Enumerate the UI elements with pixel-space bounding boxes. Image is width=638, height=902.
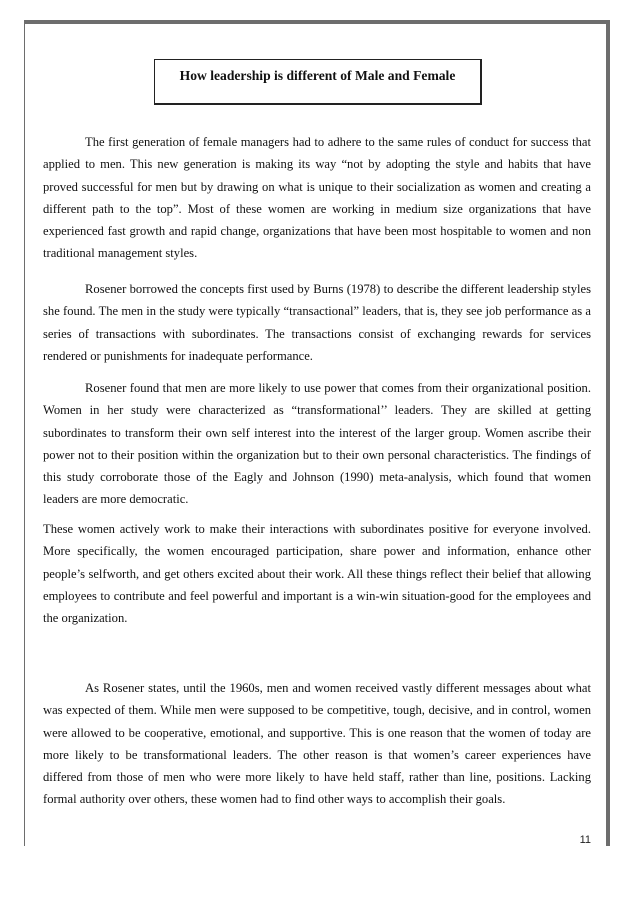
paragraph-block-1: [43, 131, 591, 265]
paragraph-block-5: [43, 677, 591, 811]
paragraph-1: The first generation of female managers had to adhere to the same rules of conduct for success that applied to men. This new generation is making its way “not by adopting the style and habits that have proved successful for men but by drawing on what is unique to their socialization as women and creating a different path to the top”. Most of these women are working in medium size organizations that have experienced fast growth and rapid change, organizations that have been most hospitable to women and non traditional management styles.: [43, 135, 591, 261]
paragraph-5: As Rosener states, until the 1960s, men and women received vastly different messages about what was expected of them. While men were supposed to be competitive, tough, decisive, and in control, women were allowed to be cooperative, emotional, and supportive. This is one reason that the women of today are more likely to be transformational leaders. The other reason is that women’s career experiences have differed from those of men who were more likely to have held staff, rather than line, positions. Lacking formal authority over others, these women had to find other ways to accomplish their goals.: [43, 681, 591, 807]
paragraph-2: Rosener borrowed the concepts first used by Burns (1978) to describe the different leadership styles she found. The men in the study were typically “transactional” leaders, that is, they see job performance as a series of transactions with subordinates. The transactions consist of exchanging rewards for services rendered or punishments for inadequate performance.: [43, 282, 591, 363]
title-box: [154, 59, 482, 105]
paragraph-block-2: [43, 278, 591, 367]
document-title: How leadership is different of Male and Female: [179, 68, 456, 83]
page-number: 11: [579, 834, 591, 846]
paragraph-block-4: [43, 518, 591, 629]
paragraph-block-3: [43, 377, 591, 511]
paragraph-3: Rosener found that men are more likely to use power that comes from their organizational position. Women in her study were characterized as “transformational’’ leaders. They are skilled at getting subordinates to transform their own self interest into the interest of the larger group. Women ascribe their power not to their position within the organization but to their own personal characteristics. The findings of this study corroborate those of the Eagly and Johnson (1990) meta-analysis, which found that women leaders are more democratic.: [43, 381, 591, 507]
paragraph-4: These women actively work to make their interactions with subordinates positive for everyone involved. More specifically, the women encouraged participation, share power and information, enhance other people’s selfworth, and get others excited about their work. All these things reflect their belief that allowing employees to contribute and feel powerful and important is a win-win situation-good for the employees and the organization.: [43, 522, 591, 626]
